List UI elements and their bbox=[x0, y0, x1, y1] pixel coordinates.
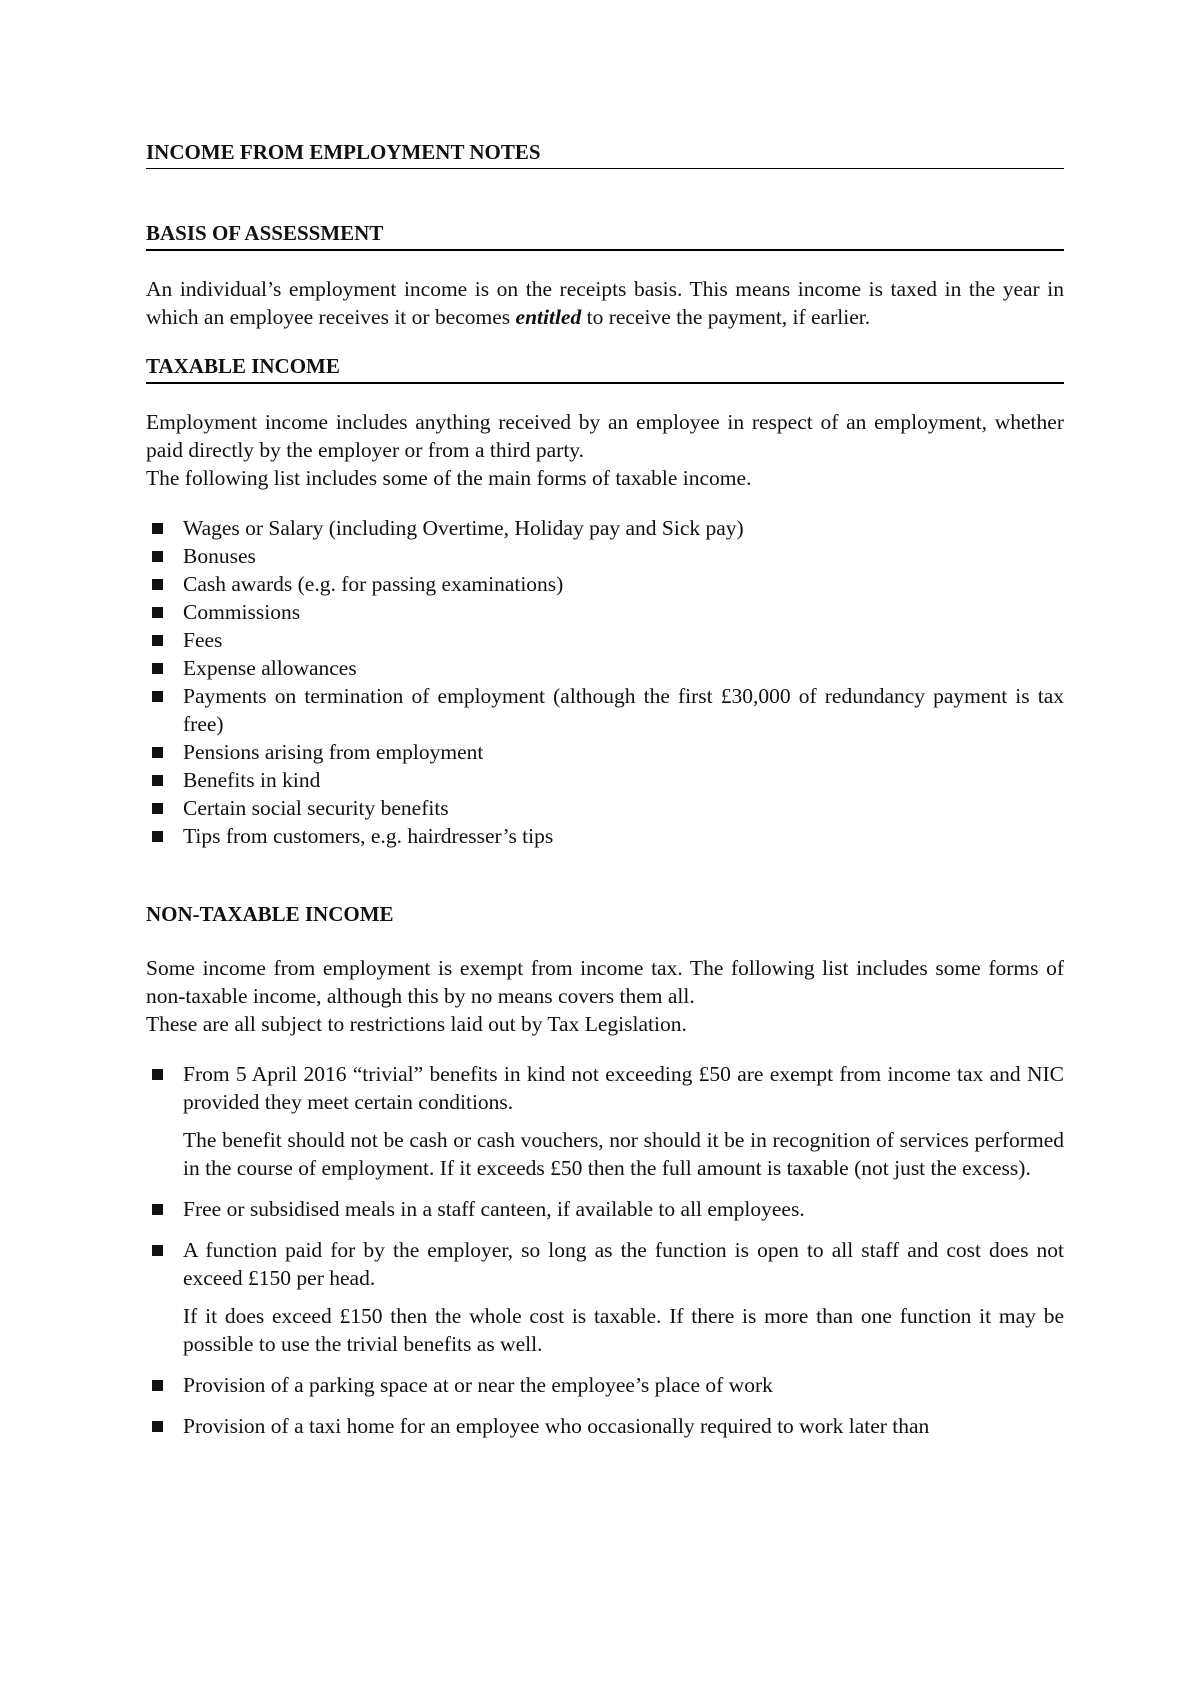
spacer bbox=[146, 850, 1064, 900]
list-item-note: The benefit should not be cash or cash vouchers, nor should it be in recognition of services performed in the course of employment. If it exceeds £50 then the full amount is taxable (not just the excess). bbox=[183, 1128, 1064, 1180]
spacer bbox=[146, 1038, 1064, 1060]
square-bullet-icon bbox=[152, 1245, 163, 1256]
square-bullet-icon bbox=[152, 551, 163, 562]
list-item-text: A function paid for by the employer, so long as the function is open to all staff and cost does not exceed £150 per head. bbox=[183, 1238, 1064, 1290]
list-item bbox=[146, 542, 1064, 570]
square-bullet-icon bbox=[152, 1421, 163, 1432]
square-bullet-icon bbox=[152, 635, 163, 646]
list-item-text: Commissions bbox=[183, 600, 301, 624]
heading-taxable-income: TAXABLE INCOME bbox=[146, 352, 1064, 384]
list-item bbox=[146, 1412, 1064, 1440]
square-bullet-icon bbox=[152, 691, 163, 702]
list-item bbox=[146, 514, 1064, 542]
list-item bbox=[146, 738, 1064, 766]
list-item-text: Certain social security benefits bbox=[183, 796, 449, 820]
spacer bbox=[146, 331, 1064, 352]
list-item-text: Tips from customers, e.g. hairdresser’s tips bbox=[183, 824, 554, 848]
document-title: INCOME FROM EMPLOYMENT NOTES bbox=[146, 138, 1064, 169]
list-item-text: Pensions arising from employment bbox=[183, 740, 484, 764]
square-bullet-icon bbox=[152, 663, 163, 674]
list-item-text: Provision of a parking space at or near the employee’s place of work bbox=[183, 1373, 773, 1397]
list-item-text: Benefits in kind bbox=[183, 768, 321, 792]
list-item bbox=[146, 822, 1064, 850]
square-bullet-icon bbox=[152, 775, 163, 786]
list-item bbox=[146, 794, 1064, 822]
list-item-text: Bonuses bbox=[183, 544, 256, 568]
square-bullet-icon bbox=[152, 579, 163, 590]
list-item-text: Payments on termination of employment (although the first £30,000 of redundancy payment is tax free) bbox=[183, 684, 1064, 736]
document-page bbox=[146, 138, 1064, 1453]
taxable-paragraph-2: The following list includes some of the main forms of taxable income. bbox=[146, 466, 752, 490]
list-item-text: Provision of a taxi home for an employee who occasionally required to work later than bbox=[183, 1414, 930, 1438]
list-item bbox=[146, 1236, 1064, 1358]
square-bullet-icon bbox=[152, 1069, 163, 1080]
heading-basis-of-assessment: BASIS OF ASSESSMENT bbox=[146, 219, 1064, 251]
list-item bbox=[146, 1195, 1064, 1223]
list-item bbox=[146, 654, 1064, 682]
square-bullet-icon bbox=[152, 747, 163, 758]
list-item-text: From 5 April 2016 “trivial” benefits in kind not exceeding £50 are exempt from income tax and NIC provided they meet certain conditions. bbox=[183, 1062, 1064, 1114]
basis-paragraph bbox=[146, 275, 1064, 331]
list-item bbox=[146, 682, 1064, 738]
list-item-text: Cash awards (e.g. for passing examinations) bbox=[183, 572, 564, 596]
non-taxable-income-list bbox=[146, 1060, 1064, 1440]
list-item bbox=[146, 626, 1064, 654]
square-bullet-icon bbox=[152, 803, 163, 814]
square-bullet-icon bbox=[152, 831, 163, 842]
non-taxable-paragraph-1: Some income from employment is exempt from income tax. The following list includes some forms of non-taxable income, although this by no means covers them all. bbox=[146, 956, 1064, 1008]
square-bullet-icon bbox=[152, 1204, 163, 1215]
list-item-note: If it does exceed £150 then the whole cost is taxable. If there is more than one function it may be possible to use the trivial benefits as well. bbox=[183, 1304, 1064, 1356]
basis-text-end: to receive the payment, if earlier. bbox=[581, 305, 871, 329]
list-item-text: Fees bbox=[183, 628, 223, 652]
basis-text-start: An individual’s employment income is on the receipts basis. This means income is taxed in the year in which an employee receives it or becomes bbox=[146, 277, 1064, 329]
spacer bbox=[146, 384, 1064, 408]
list-item bbox=[146, 1371, 1064, 1399]
heading-non-taxable-income: NON-TAXABLE INCOME bbox=[146, 902, 394, 926]
list-item-text: Wages or Salary (including Overtime, Holiday pay and Sick pay) bbox=[183, 516, 744, 540]
taxable-paragraph-1: Employment income includes anything received by an employee in respect of an employment, whether paid directly by the employer or from a third party. bbox=[146, 410, 1064, 462]
spacer bbox=[146, 251, 1064, 275]
spacer bbox=[146, 169, 1064, 219]
square-bullet-icon bbox=[152, 523, 163, 534]
square-bullet-icon bbox=[152, 607, 163, 618]
list-item-text: Expense allowances bbox=[183, 656, 357, 680]
basis-emphasis: entitled bbox=[515, 305, 582, 329]
list-item bbox=[146, 1060, 1064, 1182]
spacer bbox=[146, 492, 1064, 514]
list-item bbox=[146, 598, 1064, 626]
spacer bbox=[146, 930, 1064, 954]
square-bullet-icon bbox=[152, 1380, 163, 1391]
taxable-income-list bbox=[146, 514, 1064, 850]
list-item bbox=[146, 766, 1064, 794]
list-item-text: Free or subsidised meals in a staff canteen, if available to all employees. bbox=[183, 1197, 805, 1221]
non-taxable-paragraph-2: These are all subject to restrictions laid out by Tax Legislation. bbox=[146, 1012, 687, 1036]
list-item bbox=[146, 570, 1064, 598]
